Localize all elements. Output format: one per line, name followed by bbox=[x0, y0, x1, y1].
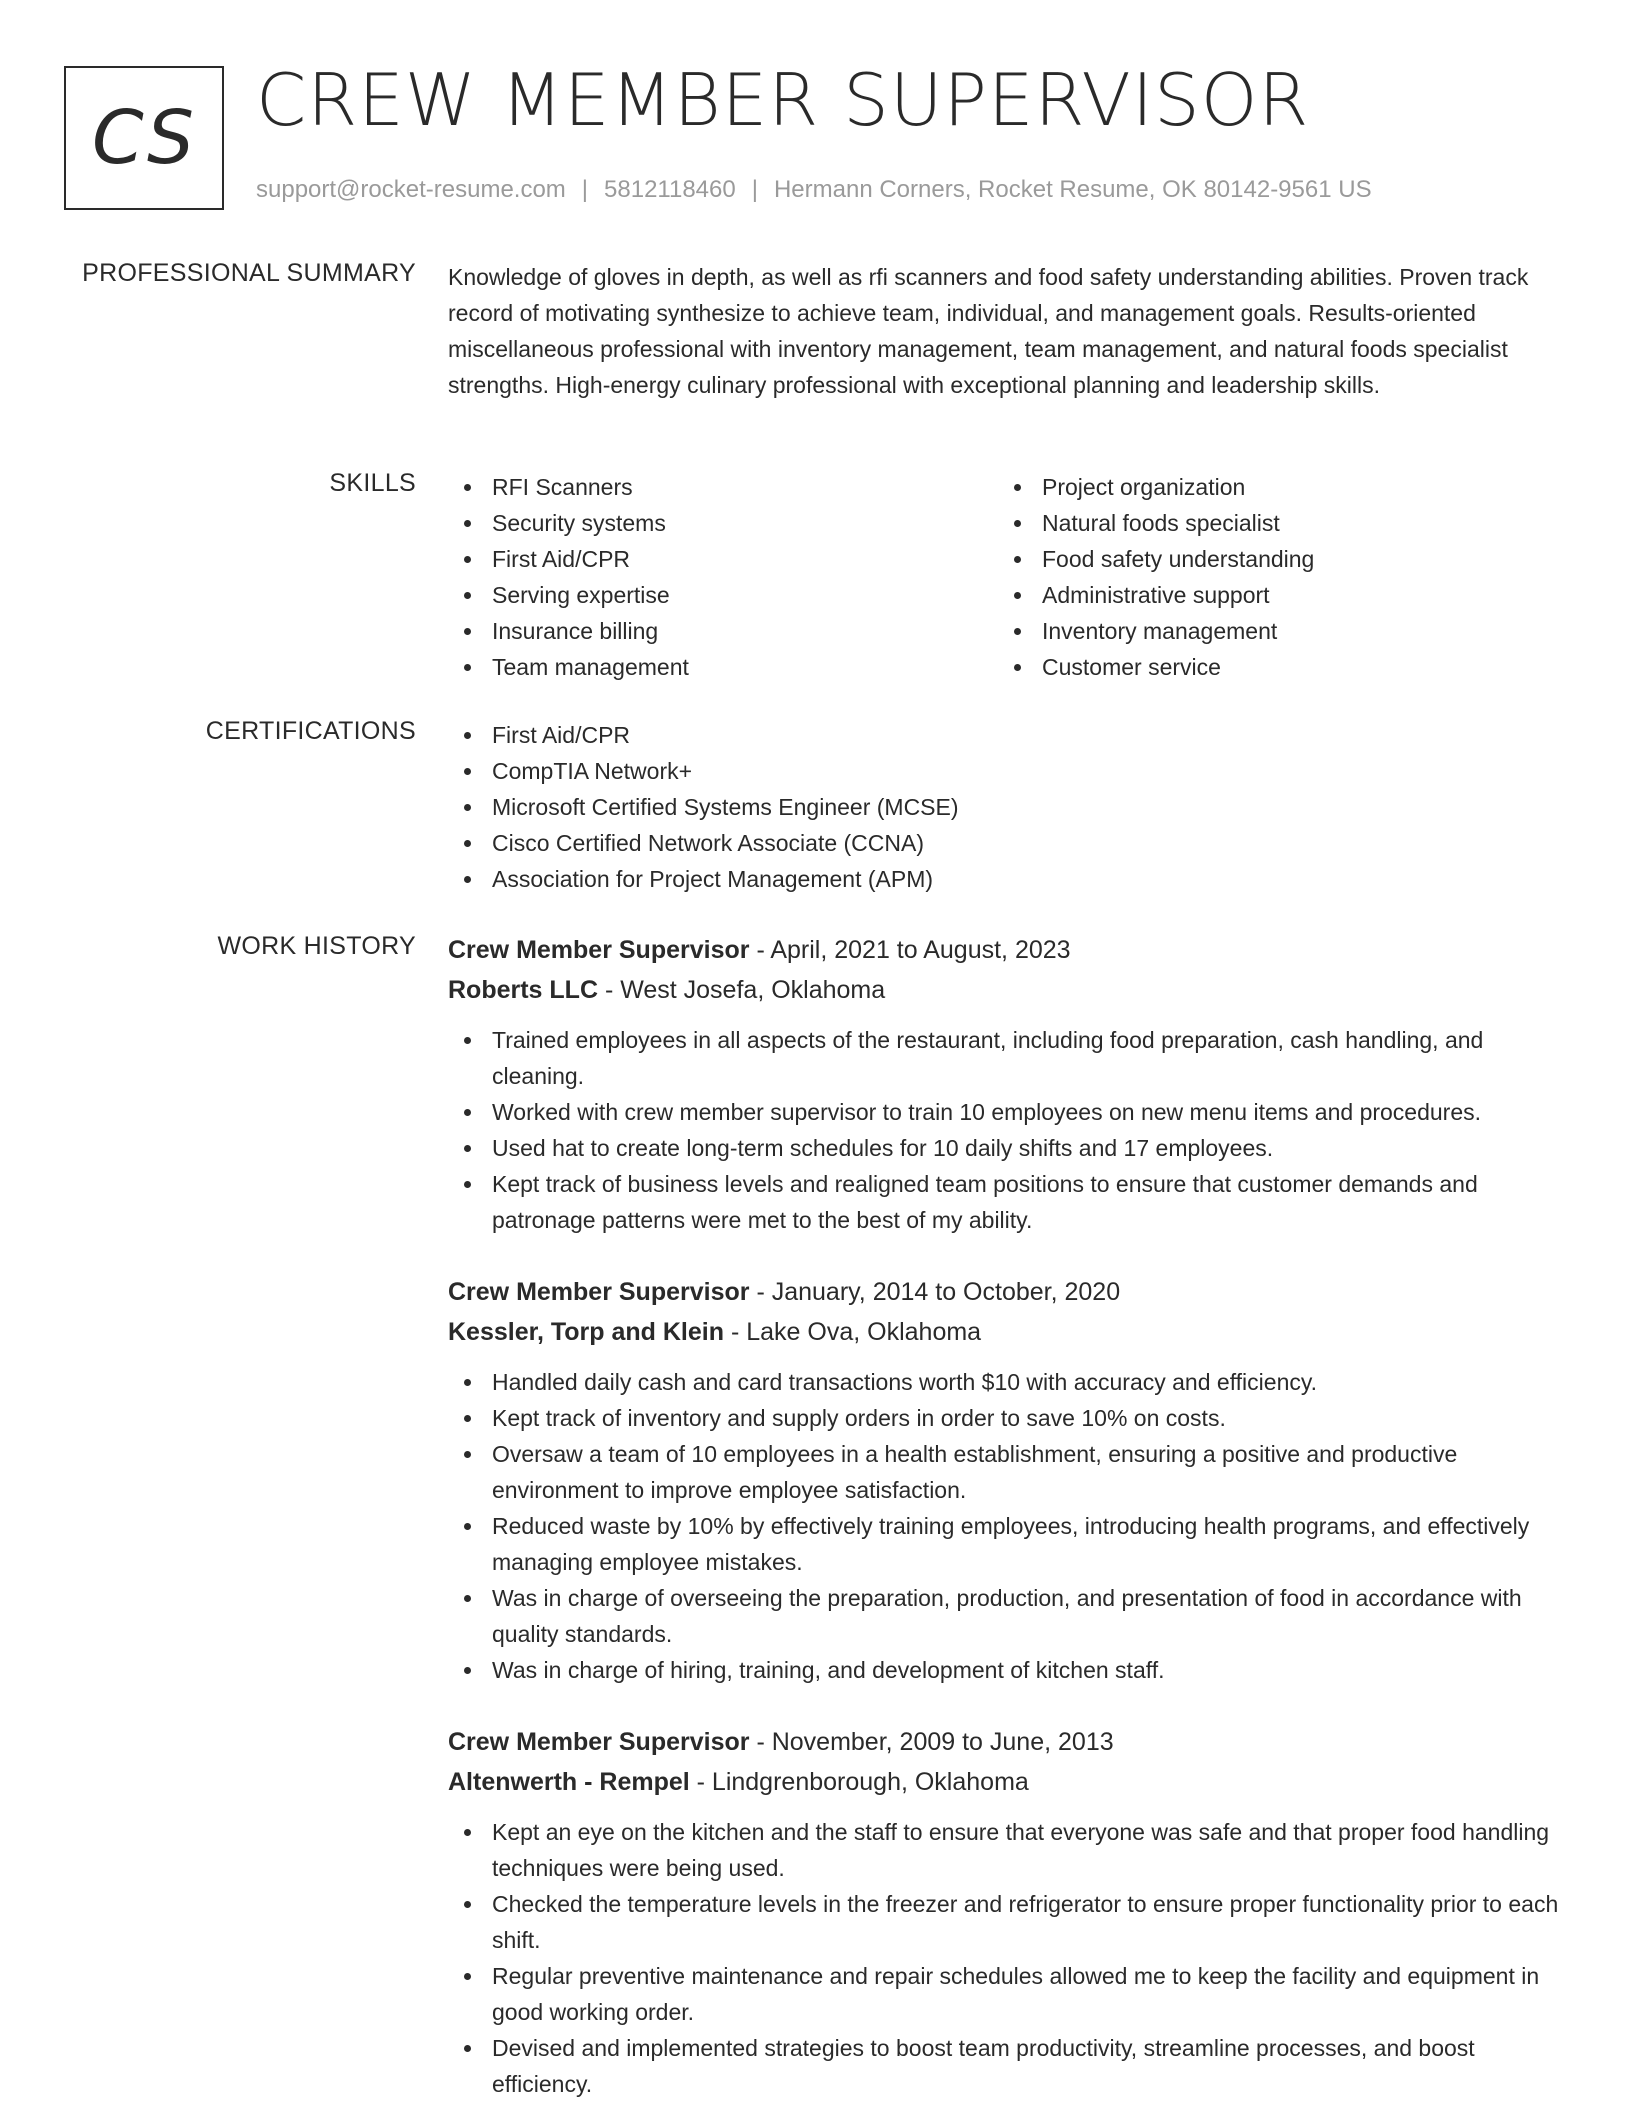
skills-body bbox=[448, 469, 1568, 685]
contact-separator: | bbox=[581, 176, 589, 203]
list-item: Trained employees in all aspects of the restaurant, including food preparation, cash handling, and cleaning. bbox=[448, 1022, 1578, 1094]
page-title: CREW MEMBER SUPERVISOR bbox=[256, 58, 1310, 142]
list-item: RFI Scanners bbox=[448, 469, 998, 505]
section-label-skills: SKILLS bbox=[329, 469, 416, 497]
work-history-body bbox=[448, 930, 1578, 2112]
summary-text: Knowledge of gloves in depth, as well as rfi scanners and food safety understanding abilities. Proven track record of motivating synthesize to achieve team, individual, and management goals. Results-oriented miscellaneous professional with inventory management, team management, and natural foods specialist strengths. High-energy culinary professional with exceptional planning and leadership skills. bbox=[448, 264, 1529, 398]
job-dates: - November, 2009 to June, 2013 bbox=[749, 1728, 1114, 1756]
job-company-line bbox=[448, 970, 1578, 1010]
list-item: Was in charge of overseeing the preparation, production, and presentation of food in accordance with quality standards. bbox=[448, 1580, 1578, 1652]
contact-line bbox=[256, 176, 1372, 204]
list-item: Kept an eye on the kitchen and the staff to ensure that everyone was safe and that proper food handling techniques were being used. bbox=[448, 1814, 1578, 1886]
job-location: - West Josefa, Oklahoma bbox=[598, 976, 886, 1004]
job-company: Roberts LLC bbox=[448, 976, 598, 1004]
list-item: Regular preventive maintenance and repair schedules allowed me to keep the facility and equipment in good working order. bbox=[448, 1958, 1578, 2030]
job-title-line bbox=[448, 930, 1578, 970]
list-item: CompTIA Network+ bbox=[448, 753, 1568, 789]
job-company: Altenwerth - Rempel bbox=[448, 1768, 690, 1796]
list-item: Serving expertise bbox=[448, 577, 998, 613]
list-item: Insurance billing bbox=[448, 613, 998, 649]
certifications-list bbox=[448, 717, 1568, 897]
job-company: Kessler, Torp and Klein bbox=[448, 1318, 725, 1346]
job-bullets bbox=[448, 1022, 1578, 1238]
list-item: Devised and implemented strategies to boost team productivity, streamline processes, and boost efficiency. bbox=[448, 2030, 1578, 2102]
list-item: Security systems bbox=[448, 505, 998, 541]
email[interactable]: support@rocket-resume.com bbox=[256, 176, 566, 203]
job-entry bbox=[448, 1722, 1578, 2102]
job-title: Crew Member Supervisor bbox=[448, 1278, 750, 1306]
job-dates: - April, 2021 to August, 2023 bbox=[749, 936, 1071, 964]
list-item: Inventory management bbox=[998, 613, 1548, 649]
job-entry bbox=[448, 1272, 1578, 1688]
skills-list-right bbox=[998, 469, 1548, 685]
list-item: Reduced waste by 10% by effectively training employees, introducing health programs, and effectively managing employee mistakes. bbox=[448, 1508, 1578, 1580]
list-item: Association for Project Management (APM) bbox=[448, 861, 1568, 897]
job-location: - Lake Ova, Oklahoma bbox=[724, 1318, 982, 1346]
skills-list-left bbox=[448, 469, 998, 685]
list-item: Natural foods specialist bbox=[998, 505, 1548, 541]
job-company-line bbox=[448, 1762, 1578, 1802]
address: Hermann Corners, Rocket Resume, OK 80142-9561 US bbox=[773, 176, 1372, 203]
list-item: Kept track of inventory and supply orders in order to save 10% on costs. bbox=[448, 1400, 1578, 1436]
list-item: Project organization bbox=[998, 469, 1548, 505]
job-title: Crew Member Supervisor bbox=[448, 936, 750, 964]
job-title-line bbox=[448, 1722, 1578, 1762]
job-entry bbox=[448, 930, 1578, 1238]
list-item: Team management bbox=[448, 649, 998, 685]
list-item: Checked the temperature levels in the freezer and refrigerator to ensure proper functionality prior to each shift. bbox=[448, 1886, 1578, 1958]
job-title: Crew Member Supervisor bbox=[448, 1728, 750, 1756]
list-item: First Aid/CPR bbox=[448, 717, 1568, 753]
list-item: Worked with crew member supervisor to train 10 employees on new menu items and procedures. bbox=[448, 1094, 1578, 1130]
job-bullets bbox=[448, 1814, 1578, 2102]
contact-separator: | bbox=[751, 176, 758, 203]
section-label-work-history: WORK HISTORY bbox=[217, 932, 416, 960]
list-item: Administrative support bbox=[998, 577, 1548, 613]
certifications-body bbox=[448, 717, 1568, 897]
list-item: Handled daily cash and card transactions worth $10 with accuracy and efficiency. bbox=[448, 1364, 1578, 1400]
list-item: Oversaw a team of 10 employees in a health establishment, ensuring a positive and productive environment to improve employee satisfaction. bbox=[448, 1436, 1578, 1508]
section-label-certifications: CERTIFICATIONS bbox=[205, 717, 416, 745]
job-location: - Lindgrenborough, Oklahoma bbox=[689, 1768, 1029, 1796]
job-bullets bbox=[448, 1364, 1578, 1688]
phone[interactable]: 5812118460 bbox=[604, 176, 736, 203]
list-item: Kept track of business levels and realigned team positions to ensure that customer demands and patronage patterns were met to the best of my ability. bbox=[448, 1166, 1578, 1238]
monogram: CS bbox=[64, 66, 224, 210]
job-title-line bbox=[448, 1272, 1578, 1312]
list-item: First Aid/CPR bbox=[448, 541, 998, 577]
list-item: Cisco Certified Network Associate (CCNA) bbox=[448, 825, 1568, 861]
job-dates: - January, 2014 to October, 2020 bbox=[749, 1278, 1121, 1306]
list-item: Food safety understanding bbox=[998, 541, 1548, 577]
list-item: Was in charge of hiring, training, and development of kitchen staff. bbox=[448, 1652, 1578, 1688]
job-company-line bbox=[448, 1312, 1578, 1352]
list-item: Used hat to create long-term schedules for 10 daily shifts and 17 employees. bbox=[448, 1130, 1578, 1166]
list-item: Customer service bbox=[998, 649, 1548, 685]
list-item: Microsoft Certified Systems Engineer (MCSE) bbox=[448, 789, 1568, 825]
section-label-summary: PROFESSIONAL SUMMARY bbox=[82, 259, 416, 287]
